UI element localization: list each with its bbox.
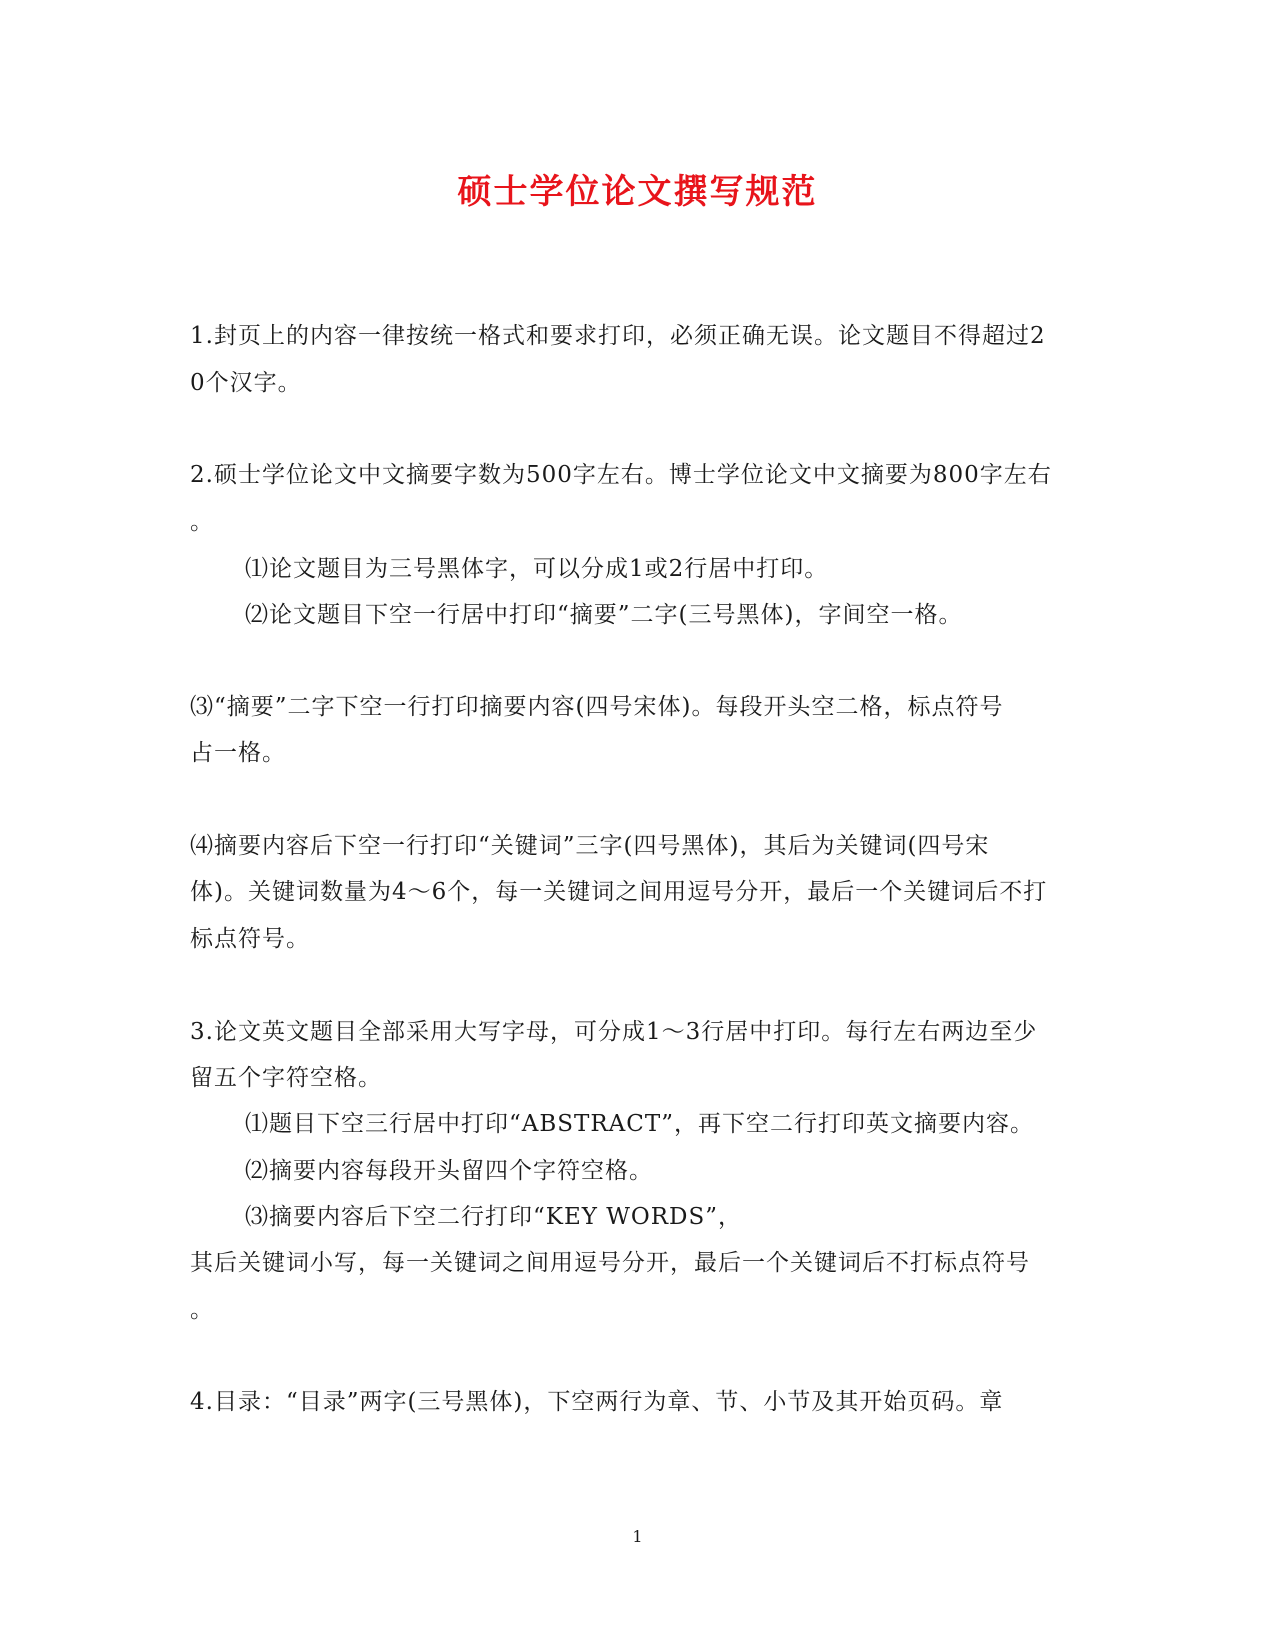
text-line: ⑵论文题目下空一行居中打印“摘要”二字(三号黑体)，字间空一格。 (245, 602, 963, 628)
text-line: 其后关键词小写，每一关键词之间用逗号分开，最后一个关键词后不打标点符号 (190, 1250, 1030, 1276)
text-line: ⑷摘要内容后下空一行打印“关键词”三字(四号黑体)，其后为关键词(四号宋 (190, 833, 990, 859)
text-line: 4.目录：“目录”两字(三号黑体)，下空两行为章、节、小节及其开始页码。章 (190, 1389, 1004, 1415)
text-line: ⑵摘要内容每段开头留四个字符空格。 (245, 1158, 653, 1184)
text-line: 0个汉字。 (190, 370, 302, 396)
page-title: 硕士学位论文撰写规范 (457, 172, 818, 212)
text-line: 占一格。 (190, 740, 286, 766)
text-line: 标点符号。 (190, 926, 310, 952)
text-line: ⑴题目下空三行居中打印“ABSTRACT”，再下空二行打印英文摘要内容。 (245, 1111, 1034, 1137)
text-line: 3.论文英文题目全部采用大写字母，可分成1～3行居中打印。每行左右两边至少 (190, 1019, 1038, 1045)
text-line: 。 (190, 509, 214, 535)
text-line: 2.硕士学位论文中文摘要字数为500字左右。博士学位论文中文摘要为800字左右 (190, 462, 1052, 488)
text-line: ⑶“摘要”二字下空一行打印摘要内容(四号宋体)。每段开头空二格，标点符号 (190, 694, 1004, 720)
page-number: 1 (632, 1527, 643, 1546)
text-line: 留五个字符空格。 (190, 1065, 382, 1091)
text-line: ⑴论文题目为三号黑体字，可以分成1或2行居中打印。 (245, 556, 829, 582)
text-line: 体)。关键词数量为4～6个，每一关键词之间用逗号分开，最后一个关键词后不打 (190, 879, 1048, 905)
text-line: 1.封页上的内容一律按统一格式和要求打印，必须正确无误。论文题目不得超过2 (190, 323, 1046, 349)
text-line: ⑶摘要内容后下空二行打印“KEY WORDS”， (245, 1204, 742, 1230)
text-line: 。 (190, 1297, 214, 1323)
